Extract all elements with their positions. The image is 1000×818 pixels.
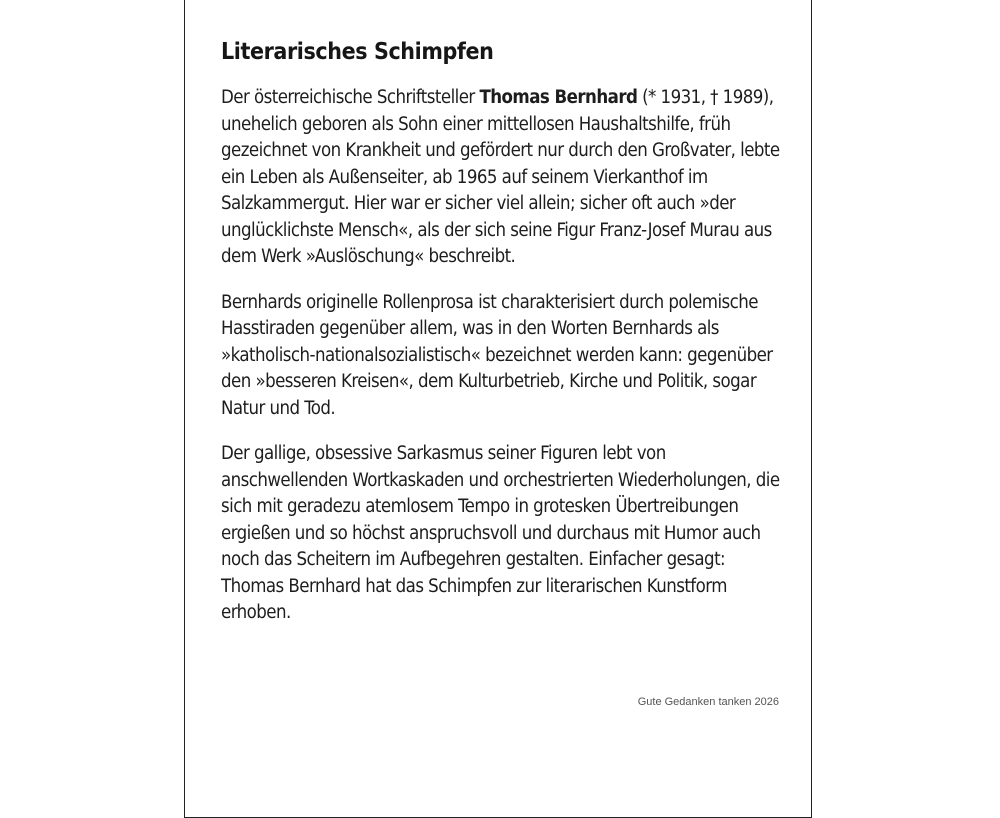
- paragraph-3: Der gallige, obsessive Sarkasmus seiner Figuren lebt von anschwellenden Wortkaskaden und orchestrierten Wiederholungen, die sich mit geradezu atemlosem Tempo in grotesken Übertreibungen ergießen und so höchst anspruchsvoll und durchaus mit Humor auch noch das Scheitern im Aufbegehren gestalten. Einfacher gesagt: Thomas Bernhard hat das Schimpfen zur literarischen Kunstform erhoben.: [221, 443, 780, 623]
- paragraph-1: [221, 85, 781, 271]
- article: [221, 35, 781, 646]
- footer-caption: Gute Gedanken tanken 2026: [637, 696, 779, 708]
- calendar-page: [184, 0, 812, 818]
- paragraph-2: Bernhards originelle Rollenprosa ist charakterisiert durch polemische Hasstiraden gegenüber allem, was in den Worten Bernhards als »katholisch-nationalsozialistisch« bezeichnet werden kann: gegenüber den »besseren Kreisen«, dem Kulturbetrieb, Kirche und Politik, sogar Natur und Tod.: [221, 291, 773, 419]
- page-title: Literarisches Schimpfen: [221, 39, 494, 65]
- paragraph-1-intro: Der österreichische Schriftsteller: [221, 87, 480, 108]
- paragraph-1-body: (* 1931, † 1989), unehelich geboren als Sohn einer mittellosen Haushaltshilfe, früh gezeichnet von Krankheit und gefördert nur durch den Großvater, lebte ein Leben als Außenseiter, ab 1965 auf seinem Vierkanthof im Salzkammergut. Hier war er sicher viel allein; sicher oft auch »der unglücklichste Mensch«, als der sich seine Figur Franz-Josef Murau aus dem Werk »Auslöschung« beschreibt.: [221, 87, 780, 267]
- author-name: Thomas Bernhard: [479, 87, 638, 108]
